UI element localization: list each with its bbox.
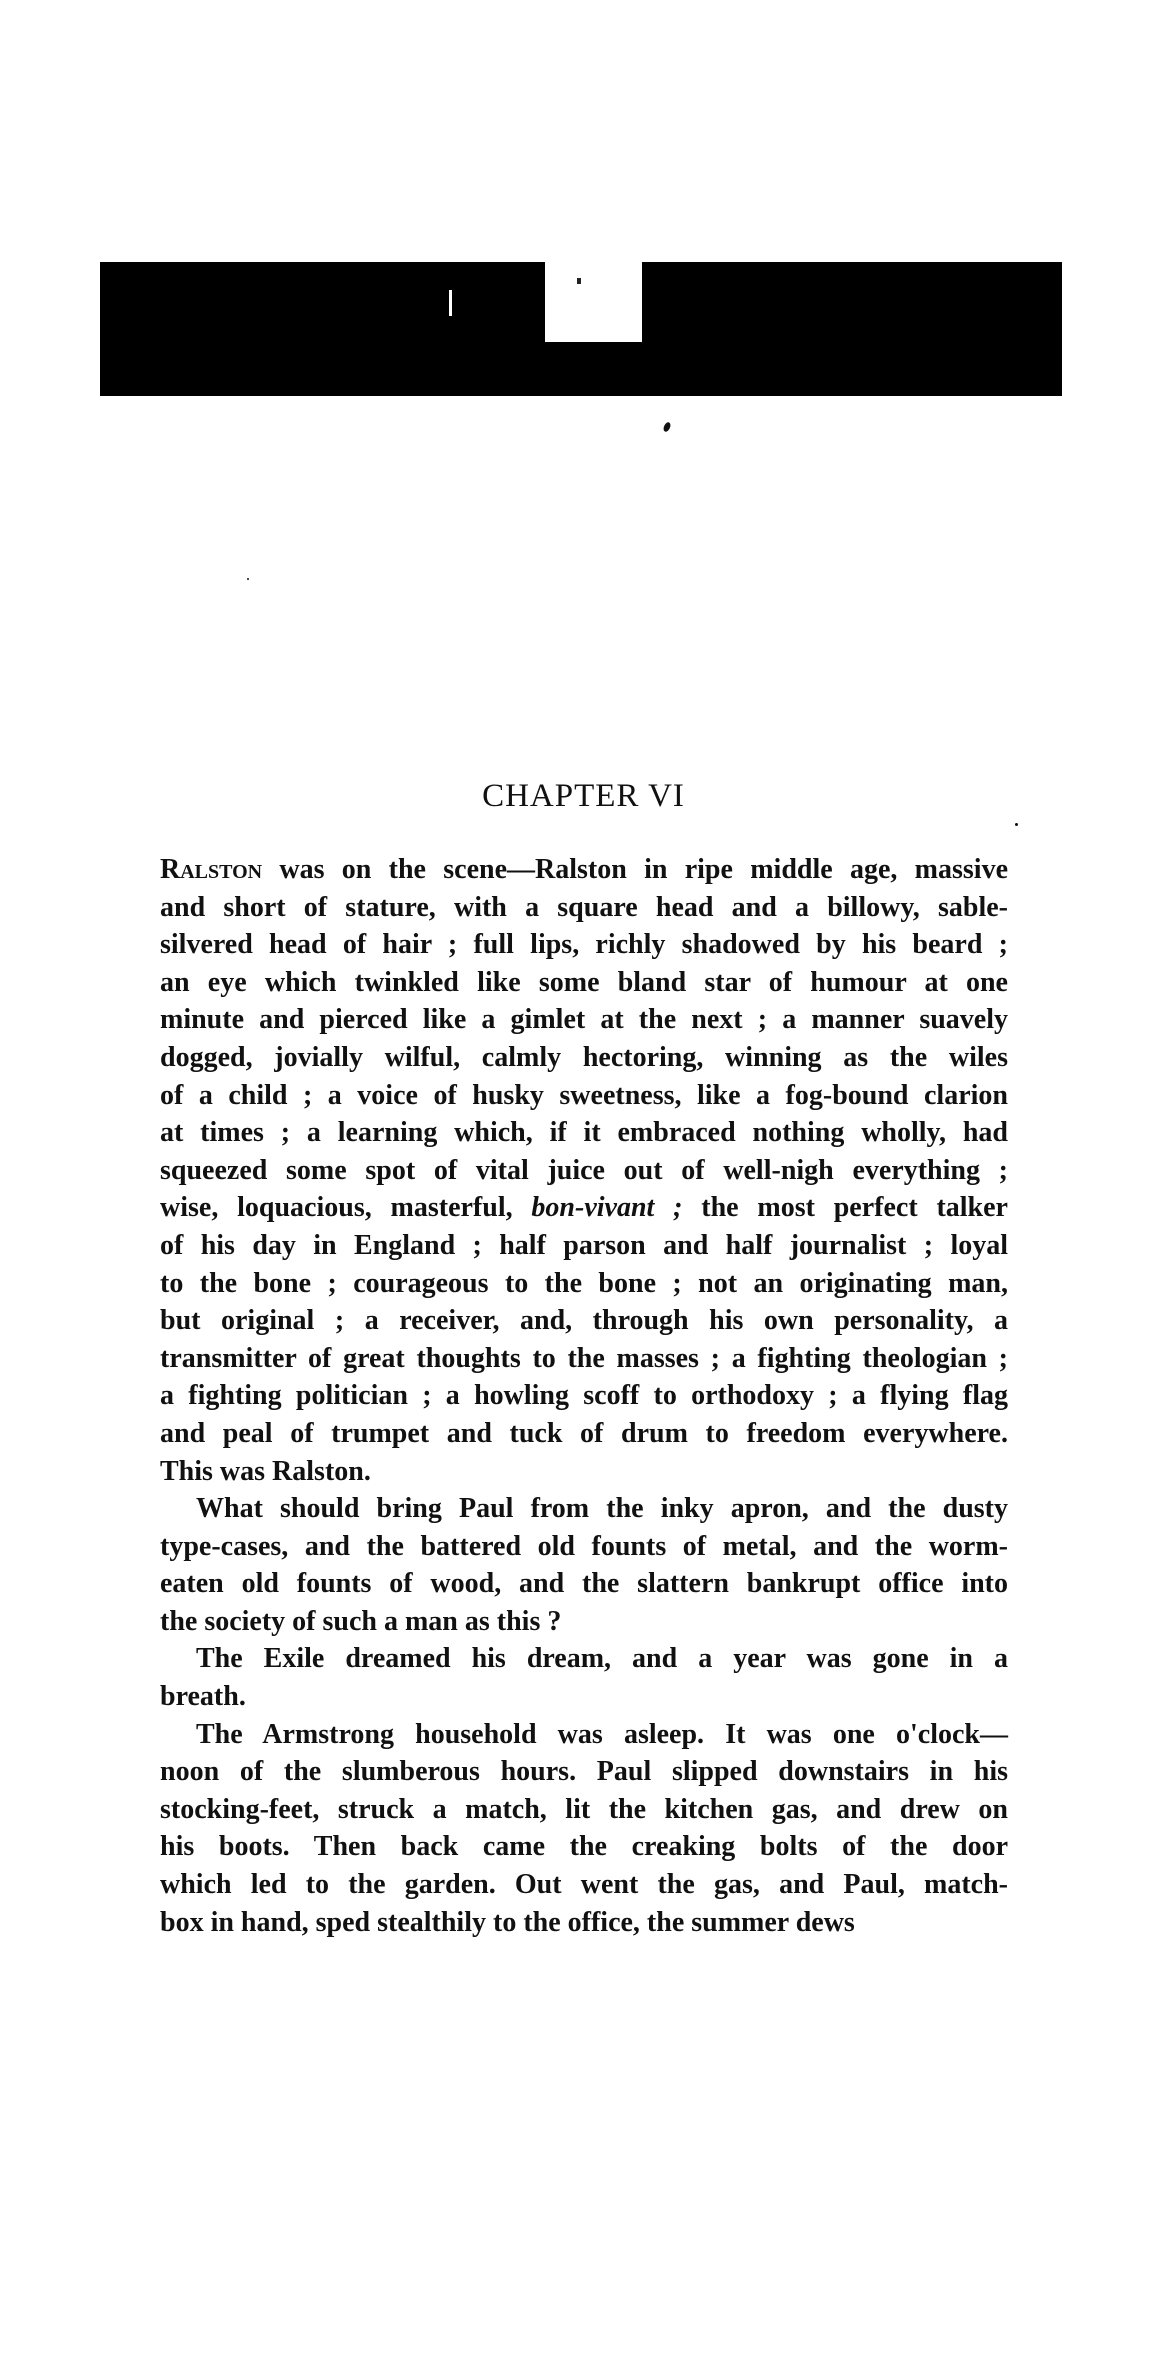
text-line: breath. — [160, 1681, 246, 1713]
text-line: noon of the slumberous hours. Paul slipped downstairs in his — [160, 1756, 1008, 1788]
text-line: squeezed some spot of vital juice out of well-nigh everything ; — [160, 1154, 1008, 1186]
italic-phrase: bon-vivant ; — [531, 1192, 683, 1224]
chapter-text — [160, 851, 1008, 1941]
paragraph — [160, 1640, 1008, 1715]
text-line: an eye which twinkled like some bland star of humour at one — [160, 966, 1008, 998]
text-line: The Armstrong household was asleep. It was one o'clock— — [196, 1718, 1008, 1750]
text-line: silvered head of hair ; full lips, richly shadowed by his beard ; — [160, 929, 1008, 961]
ink-speck — [1015, 823, 1018, 826]
text-line: This was Ralston. — [160, 1455, 371, 1487]
ink-speck — [247, 578, 249, 580]
text-line: wise, loquacious, masterful, bon-vivant ; the most perfect talker — [160, 1192, 1008, 1224]
text-line: box in hand, sped stealthily to the office, the summer dews — [160, 1906, 855, 1938]
text-line: and peal of trumpet and tuck of drum to freedom everywhere. — [160, 1417, 1008, 1449]
header-block — [100, 262, 1062, 396]
chapter-title: CHAPTER VI — [482, 778, 685, 814]
paragraph — [160, 851, 1008, 1490]
text-line: transmitter of great thoughts to the masses ; a fighting theologian ; — [160, 1342, 1008, 1374]
paragraph — [160, 1716, 1008, 1942]
text-line: which led to the garden. Out went the gas, and Paul, match- — [160, 1869, 1008, 1901]
text-line: but original ; a receiver, and, through his own personality, a — [160, 1305, 1008, 1337]
drop-word: Ralston — [160, 854, 263, 885]
text-line: and short of stature, with a square head and a billowy, sable- — [160, 891, 1008, 923]
header-tick — [449, 290, 452, 316]
text-line: to the bone ; courageous to the bone ; not an originating man, — [160, 1267, 1008, 1299]
text-line: minute and pierced like a gimlet at the next ; a manner suavely — [160, 1004, 1008, 1036]
text-line: The Exile dreamed his dream, and a year was gone in a — [196, 1643, 1008, 1675]
text-line: dogged, jovially wilful, calmly hectoring, winning as the wiles — [160, 1041, 1008, 1073]
text-line: a fighting politician ; a howling scoff to orthodoxy ; a flying flag — [160, 1380, 1008, 1412]
text-line: his boots. Then back came the creaking bolts of the door — [160, 1831, 1008, 1863]
text-line: What should bring Paul from the inky apron, and the dusty — [196, 1493, 1008, 1525]
notch-mark — [577, 278, 581, 284]
paragraph — [160, 1490, 1008, 1640]
text-line: of his day in England ; half parson and half journalist ; loyal — [160, 1229, 1008, 1261]
header-notch — [545, 262, 642, 342]
text-line: the society of such a man as this ? — [160, 1605, 562, 1637]
text-line: Ralston was on the scene—Ralston in ripe middle age, massive — [160, 854, 1008, 885]
text-line: type-cases, and the battered old founts of metal, and the worm- — [160, 1530, 1008, 1562]
text-line: at times ; a learning which, if it embraced nothing wholly, had — [160, 1117, 1008, 1149]
ink-speck — [662, 421, 672, 433]
text-line: eaten old founts of wood, and the slattern bankrupt office into — [160, 1568, 1008, 1600]
text-line: stocking-feet, struck a match, lit the kitchen gas, and drew on — [160, 1793, 1008, 1825]
text-line: of a child ; a voice of husky sweetness, like a fog-bound clarion — [160, 1079, 1008, 1111]
